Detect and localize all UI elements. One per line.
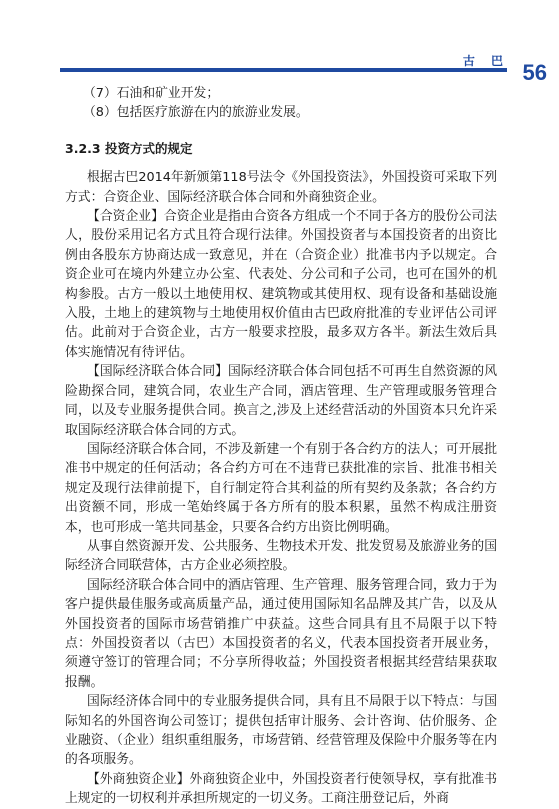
header-rule <box>60 68 507 72</box>
page-body <box>65 84 497 809</box>
page-number: 56 <box>522 60 547 85</box>
section-heading: 3.2.3 投资方式的规定 <box>65 140 193 156</box>
paragraph: 国际经济联合体合同，不涉及新建一个有别于各合约方的法人；可开展批准书中规定的任何活动；各合约方可在不违背已获批准的宗旨、批准书相关规定及现行法律前提下，自行制定符合其利益的所有契约及条款；各合约方出资额不同，形成一笔始终属于各方所有的股本积累，虽然不构成注册资本，也可形成一笔共同基金，只要各合约方出资比例明确。 <box>65 441 497 535</box>
paragraph: 【合资企业】合资企业是指由合资各方组成一个不同于各方的股份公司法人，股份采用记名方式且符合现行法律。外国投资者与本国投资者的出资比例由各股东方协商达成一致意见，并在（合资企业）批准书内予以规定。合资企业可在境内外建立办公室、代表处、分公司和子公司，也可在国外的机构参股。古方一般以土地使用权、建筑物或其使用权、现有设备和基础设施入股，土地上的建筑物与土地使用权价值由古巴政府批准的专业评估公司评估。此前对于合资企业，古方一般要求控股，最多双方各半。新法生效后具体实施情况有待评估。 <box>65 209 497 360</box>
country-running-title: 古 巴 <box>462 54 509 68</box>
list-item: （7）石油和矿业开发； <box>83 86 220 101</box>
paragraph: 【国际经济联合体合同】国际经济联合体合同包括不可再生自然资源的风险勘探合同，建筑合同，农业生产合同，酒店管理、生产管理或服务管理合同，以及专业服务提供合同。换言之,涉及上述经营活动的外国资本只允许采取国际经济联合体合同的方式。 <box>65 364 497 438</box>
paragraph: 【外商独资企业】外商独资企业中，外国投资者行使领导权，享有批准书上规定的一切权利并承担所规定的一切义务。工商注册登记后，外商 <box>65 771 497 807</box>
paragraph: 从事自然资源开发、公共服务、生物技术开发、批发贸易及旅游业务的国际经济合同联营体，古方企业必须控股。 <box>65 538 497 574</box>
page-header <box>0 0 559 84</box>
paragraph: 国际经济体合同中的专业服务提供合同，具有且不局限于以下特点：与国际知名的外国咨询公司签订；提供包括审计服务、会计咨询、估价服务、企业融资、（企业）组织重组服务，市场营销、经营管理及保险中介服务等在内的各项服务。 <box>65 694 497 768</box>
list-item: （8）包括医疗旅游在内的旅游业发展。 <box>83 105 309 121</box>
paragraph: 根据古巴2014年新颁第118号法令《外国投资法》，外国投资可采取下列方式：合资企业、国际经济联合体合同和外商独资企业。 <box>65 170 497 205</box>
paragraph: 国际经济联合体合同中的酒店管理、生产管理、服务管理合同，致力于为客户提供最佳服务或高质量产品，通过使用国际知名品牌及其广告，以及从外国投资者的国际市场营销推广中获益。这些合同具有且不局限于以下特点：外国投资者以（古巴）本国投资者的名义，代表本国投资者开展业务，须遵守签订的管理合同；不分享所得收益；外国投资者根据其经营结果获取报酬。 <box>65 577 497 690</box>
